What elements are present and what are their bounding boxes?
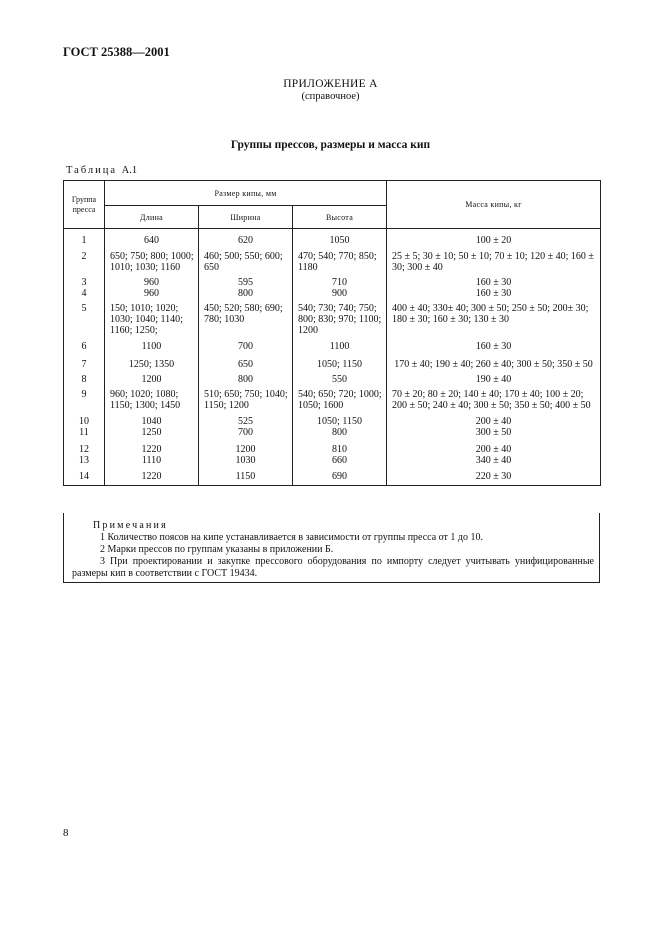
cell-mass: 400 ± 40; 330± 40; 300 ± 50; 250 ± 50; 200± 30; 180 ± 30; 160 ± 30; 130 ± 30 — [387, 299, 601, 336]
cell-group: 7 — [64, 352, 105, 370]
cell-length: 1250 — [105, 427, 199, 438]
note-3: 3 При проектировании и закупке прессового оборудования по импорту следует учитывать унифицированные размеры кип в соответствии с ГОСТ 19434. — [72, 556, 594, 579]
table-row — [64, 336, 601, 352]
note-2: 2 Марки прессов по группам указаны в приложении Б. — [100, 544, 334, 555]
cell-mass: 300 ± 50 — [387, 427, 601, 438]
cell-mass: 170 ± 40; 190 ± 40; 260 ± 40; 300 ± 50; 350 ± 50 — [387, 352, 601, 370]
cell-width: 1200 — [199, 438, 293, 455]
cell-width: 700 — [199, 427, 293, 438]
cell-mass: 200 ± 40 — [387, 438, 601, 455]
table-row — [64, 246, 601, 273]
cell-length: 1040 — [105, 411, 199, 427]
notes-box — [63, 513, 600, 583]
cell-mass: 70 ± 20; 80 ± 20; 140 ± 40; 170 ± 40; 100 ± 20; 200 ± 50; 240 ± 40; 300 ± 50; 350 ± 50; 400 ± 50 — [387, 385, 601, 411]
header-mass: Масса кипы, кг — [387, 181, 601, 229]
page-number: 8 — [63, 827, 69, 839]
cell-group: 5 — [64, 299, 105, 336]
header-width: Ширина — [199, 206, 293, 229]
cell-height: 540; 650; 720; 1000; 1050; 1600 — [293, 385, 387, 411]
document-code: ГОСТ 25388—2001 — [63, 45, 170, 59]
table-row — [64, 438, 601, 455]
cell-height: 810 — [293, 438, 387, 455]
cell-group: 12 — [64, 438, 105, 455]
table-row — [64, 427, 601, 438]
table-caption-label: Таблица — [66, 165, 118, 176]
header-height: Высота — [293, 206, 387, 229]
cell-length: 1110 — [105, 455, 199, 466]
cell-height: 690 — [293, 466, 387, 486]
appendix-title: ПРИЛОЖЕНИЕ А — [283, 78, 378, 90]
cell-mass: 340 ± 40 — [387, 455, 601, 466]
note-1: 1 Количество поясов на кипе устанавливается в зависимости от группы пресса от 1 до 10. — [100, 532, 484, 543]
cell-height: 540; 730; 740; 750; 800; 830; 970; 1100; 1200 — [293, 299, 387, 336]
cell-mass: 160 ± 30 — [387, 273, 601, 288]
cell-height: 800 — [293, 427, 387, 438]
cell-group: 14 — [64, 466, 105, 486]
table-caption — [66, 165, 137, 176]
table-row — [64, 466, 601, 486]
cell-length: 640 — [105, 229, 199, 247]
cell-width: 650 — [199, 352, 293, 370]
table-row — [64, 455, 601, 466]
cell-group: 11 — [64, 427, 105, 438]
cell-mass: 200 ± 40 — [387, 411, 601, 427]
header-length: Длина — [105, 206, 199, 229]
cell-height: 900 — [293, 288, 387, 299]
cell-mass: 160 ± 30 — [387, 336, 601, 352]
section-title: Группы прессов, размеры и масса кип — [230, 139, 431, 151]
cell-width: 620 — [199, 229, 293, 247]
cell-height: 1050; 1150 — [293, 352, 387, 370]
cell-width: 595 — [199, 273, 293, 288]
cell-width: 450; 520; 580; 690; 780; 1030 — [199, 299, 293, 336]
table-row — [64, 299, 601, 336]
cell-length: 650; 750; 800; 1000; 1010; 1030; 1160 — [105, 246, 199, 273]
table-row — [64, 288, 601, 299]
cell-length: 1200 — [105, 370, 199, 385]
cell-length: 1220 — [105, 466, 199, 486]
cell-length: 960 — [105, 288, 199, 299]
cell-width: 510; 650; 750; 1040; 1150; 1200 — [199, 385, 293, 411]
cell-width: 525 — [199, 411, 293, 427]
cell-width: 800 — [199, 288, 293, 299]
table-row — [64, 352, 601, 370]
cell-group: 6 — [64, 336, 105, 352]
cell-length: 960 — [105, 273, 199, 288]
cell-group: 3 — [64, 273, 105, 288]
header-size: Размер кипы, мм — [105, 181, 387, 206]
cell-height: 1050; 1150 — [293, 411, 387, 427]
cell-group: 2 — [64, 246, 105, 273]
cell-height: 1050 — [293, 229, 387, 247]
table-row — [64, 385, 601, 411]
notes-heading: Примечания — [93, 520, 168, 531]
cell-width: 460; 500; 550; 600; 650 — [199, 246, 293, 273]
header-group: Группа пресса — [64, 181, 105, 229]
cell-length: 1220 — [105, 438, 199, 455]
table-row — [64, 370, 601, 385]
cell-mass: 25 ± 5; 30 ± 10; 50 ± 10; 70 ± 10; 120 ± 40; 160 ± 30; 300 ± 40 — [387, 246, 601, 273]
cell-length: 1250; 1350 — [105, 352, 199, 370]
press-groups-table — [63, 180, 601, 486]
cell-group: 1 — [64, 229, 105, 247]
cell-mass: 100 ± 20 — [387, 229, 601, 247]
cell-length: 150; 1010; 1020; 1030; 1040; 1140; 1160; 1250; — [105, 299, 199, 336]
appendix-subtitle: (справочное) — [301, 91, 360, 102]
cell-mass: 190 ± 40 — [387, 370, 601, 385]
cell-width: 700 — [199, 336, 293, 352]
cell-height: 1100 — [293, 336, 387, 352]
table-row — [64, 229, 601, 247]
cell-height: 710 — [293, 273, 387, 288]
cell-height: 550 — [293, 370, 387, 385]
cell-mass: 160 ± 30 — [387, 288, 601, 299]
cell-length: 1100 — [105, 336, 199, 352]
table-caption-number: А.1 — [121, 165, 138, 176]
cell-height: 660 — [293, 455, 387, 466]
cell-group: 10 — [64, 411, 105, 427]
cell-group: 8 — [64, 370, 105, 385]
cell-width: 1150 — [199, 466, 293, 486]
table-row — [64, 411, 601, 427]
cell-length: 960; 1020; 1080; 1150; 1300; 1450 — [105, 385, 199, 411]
cell-mass: 220 ± 30 — [387, 466, 601, 486]
cell-height: 470; 540; 770; 850; 1180 — [293, 246, 387, 273]
cell-group: 13 — [64, 455, 105, 466]
cell-width: 800 — [199, 370, 293, 385]
cell-group: 9 — [64, 385, 105, 411]
cell-group: 4 — [64, 288, 105, 299]
cell-width: 1030 — [199, 455, 293, 466]
table-row — [64, 273, 601, 288]
